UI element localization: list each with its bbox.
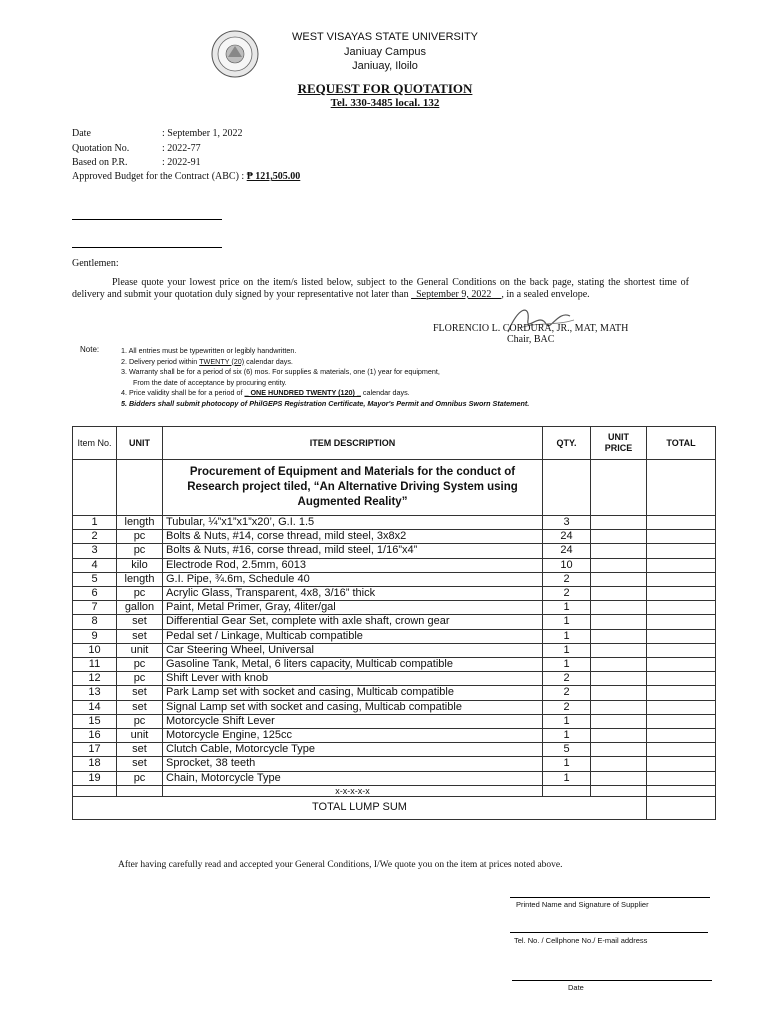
item-no-cell: 12: [73, 672, 117, 686]
university-name: WEST VISAYAS STATE UNIVERSITY: [291, 31, 479, 43]
table-row: [73, 729, 716, 743]
table-row: [73, 771, 716, 785]
item-no-cell: 13: [73, 686, 117, 700]
unit-cell: length: [117, 516, 163, 530]
supplier-date-line[interactable]: [512, 980, 712, 981]
description-cell: Signal Lamp set with socket and casing, Multicab compatible: [163, 700, 543, 714]
item-no-cell: 18: [73, 757, 117, 771]
quotation-no-label: Quotation No.: [72, 143, 130, 154]
total-cell[interactable]: [647, 558, 716, 572]
note-3: 3. Warranty shall be for a period of six (6) mos. For supplies & materials, one (1) year for equipment,: [121, 367, 440, 376]
pr-row: [72, 157, 201, 168]
description-cell: Electrode Rod, 2.5mm, 6013: [163, 558, 543, 572]
table-row: [73, 629, 716, 643]
total-cell[interactable]: [647, 700, 716, 714]
qty-cell: 24: [543, 530, 591, 544]
unit-price-cell[interactable]: [591, 658, 647, 672]
unit-price-cell[interactable]: [591, 516, 647, 530]
item-no-cell: 7: [73, 601, 117, 615]
table-row: [73, 572, 716, 586]
total-cell[interactable]: [647, 530, 716, 544]
unit-cell: pc: [117, 771, 163, 785]
request-text: Please quote your lowest price on the item/s listed below, subject to the General Conditions on the back page, stating the shortest time of delivery and submit your quotation duly signed by your representative not later than: [72, 277, 689, 300]
unit-cell: set: [117, 743, 163, 757]
description-cell: Bolts & Nuts, #16, corse thread, mild steel, 1/16”x4”: [163, 544, 543, 558]
unit-cell: pc: [117, 544, 163, 558]
item-no-cell: 11: [73, 658, 117, 672]
abc-label: Approved Budget for the Contract (ABC) :: [72, 171, 245, 182]
unit-cell: unit: [117, 729, 163, 743]
submission-deadline: _September 9, 2022__: [411, 289, 502, 300]
item-no-cell: 14: [73, 700, 117, 714]
qty-cell: 24: [543, 544, 591, 558]
description-cell: Chain, Motorcycle Type: [163, 771, 543, 785]
campus-name: Janiuay Campus: [344, 46, 426, 58]
unit-cell: unit: [117, 643, 163, 657]
total-cell[interactable]: [647, 643, 716, 657]
table-row: [73, 558, 716, 572]
unit-cell: pc: [117, 714, 163, 728]
date-row: [72, 128, 243, 139]
note-1: 1. All entries must be typewritten or legibly handwritten.: [121, 346, 297, 355]
table-row: [73, 743, 716, 757]
signatory-position: Chair, BAC: [507, 334, 555, 345]
unit-cell: pc: [117, 672, 163, 686]
unit-price-cell[interactable]: [591, 672, 647, 686]
unit-price-cell[interactable]: [591, 714, 647, 728]
unit-cell: length: [117, 572, 163, 586]
unit-price-cell[interactable]: [591, 757, 647, 771]
table-row: [73, 587, 716, 601]
addressee-line-1[interactable]: [72, 219, 222, 220]
telephone-number: Tel. 330-3485 local. 132: [330, 97, 440, 109]
acceptance-statement: After having carefully read and accepted your General Conditions, I/We quote you on the item at prices noted above.: [118, 860, 563, 870]
unit-price-cell[interactable]: [591, 544, 647, 558]
item-no-cell: 19: [73, 771, 117, 785]
total-cell[interactable]: [647, 714, 716, 728]
unit-cell: set: [117, 686, 163, 700]
unit-price-cell[interactable]: [591, 700, 647, 714]
qty-cell: 1: [543, 658, 591, 672]
table-row: [73, 544, 716, 558]
qty-cell: 1: [543, 729, 591, 743]
supplier-contact-line[interactable]: [510, 932, 708, 933]
signatory-name: FLORENCIO L. CORDURA, JR., MAT, MATH: [433, 323, 629, 334]
unit-price-cell[interactable]: [591, 601, 647, 615]
description-cell: Acrylic Glass, Transparent, 4x8, 3/16” thick: [163, 587, 543, 601]
end-marker-row: [73, 785, 716, 796]
total-cell[interactable]: [647, 572, 716, 586]
abc-row: [72, 171, 300, 182]
header-qty: QTY.: [543, 427, 591, 460]
description-cell: Differential Gear Set, complete with axle shaft, crown gear: [163, 615, 543, 629]
header-item-no: Item No.: [73, 427, 117, 460]
table-row: [73, 601, 716, 615]
table-row: [73, 530, 716, 544]
note-2: 2. Delivery period within TWENTY (20) calendar days.: [121, 356, 293, 366]
unit-price-cell[interactable]: [591, 729, 647, 743]
qty-cell: 1: [543, 643, 591, 657]
unit-cell: set: [117, 757, 163, 771]
quotation-no-row: [72, 143, 201, 154]
supplier-signature-label: Printed Name and Signature of Supplier: [516, 900, 649, 909]
note-3-cont: From the date of acceptance by procuring entity.: [133, 377, 287, 387]
total-cell[interactable]: [647, 615, 716, 629]
description-cell: Bolts & Nuts, #14, corse thread, mild steel, 3x8x2: [163, 530, 543, 544]
qty-cell: 2: [543, 686, 591, 700]
total-cell[interactable]: [647, 544, 716, 558]
date-value: : September 1, 2022: [162, 128, 243, 139]
unit-price-cell[interactable]: [591, 771, 647, 785]
table-row: [73, 757, 716, 771]
item-no-cell: 5: [73, 572, 117, 586]
qty-cell: 2: [543, 587, 591, 601]
qty-cell: 2: [543, 572, 591, 586]
item-no-cell: 10: [73, 643, 117, 657]
item-no-cell: 15: [73, 714, 117, 728]
qty-cell: 1: [543, 615, 591, 629]
pr-label: Based on P.R.: [72, 157, 128, 168]
table-row: [73, 686, 716, 700]
description-cell: Park Lamp set with socket and casing, Multicab compatible: [163, 686, 543, 700]
description-cell: Pedal set / Linkage, Multicab compatible: [163, 629, 543, 643]
item-no-cell: 4: [73, 558, 117, 572]
table-row: [73, 700, 716, 714]
unit-cell: pc: [117, 530, 163, 544]
unit-cell: set: [117, 629, 163, 643]
end-marker: x-x-x-x-x: [163, 785, 543, 796]
unit-price-cell[interactable]: [591, 530, 647, 544]
qty-cell: 3: [543, 516, 591, 530]
unit-price-cell[interactable]: [591, 587, 647, 601]
description-cell: Motorcycle Shift Lever: [163, 714, 543, 728]
total-cell[interactable]: [647, 629, 716, 643]
request-text-end: , in a sealed envelope.: [501, 289, 590, 300]
unit-price-cell[interactable]: [591, 686, 647, 700]
unit-price-cell[interactable]: [591, 615, 647, 629]
project-title-row: [73, 460, 716, 516]
supplier-date-label: Date: [568, 983, 584, 992]
date-label: Date: [72, 128, 91, 139]
unit-price-cell[interactable]: [591, 572, 647, 586]
campus-location: Janiuay, Iloilo: [352, 60, 418, 72]
total-cell[interactable]: [647, 587, 716, 601]
unit-cell: set: [117, 615, 163, 629]
unit-cell: kilo: [117, 558, 163, 572]
total-cell[interactable]: [647, 516, 716, 530]
description-cell: Shift Lever with knob: [163, 672, 543, 686]
qty-cell: 2: [543, 700, 591, 714]
unit-cell: gallon: [117, 601, 163, 615]
qty-cell: 5: [543, 743, 591, 757]
total-cell[interactable]: [647, 771, 716, 785]
item-no-cell: 6: [73, 587, 117, 601]
item-no-cell: 3: [73, 544, 117, 558]
table-row: [73, 658, 716, 672]
qty-cell: 2: [543, 672, 591, 686]
addressee-line-2[interactable]: [72, 247, 222, 248]
description-cell: Gasoline Tank, Metal, 6 liters capacity, Multicab compatible: [163, 658, 543, 672]
unit-price-cell[interactable]: [591, 558, 647, 572]
supplier-contact-label: Tel. No. / Cellphone No./ E-mail address: [514, 936, 648, 945]
pr-value: : 2022-91: [162, 157, 201, 168]
table-row: [73, 643, 716, 657]
description-cell: Car Steering Wheel, Universal: [163, 643, 543, 657]
description-cell: G.I. Pipe, ¾.6m, Schedule 40: [163, 572, 543, 586]
notes-label: Note:: [80, 345, 100, 354]
total-row: [73, 796, 716, 819]
item-no-cell: 8: [73, 615, 117, 629]
table-row: [73, 615, 716, 629]
note-5: 5. Bidders shall submit photocopy of PhilGEPS Registration Certificate, Mayor's Permit and Omnibus Sworn Statement.: [121, 398, 530, 408]
unit-price-cell[interactable]: [591, 743, 647, 757]
unit-cell: pc: [117, 658, 163, 672]
quotation-no-value: : 2022-77: [162, 143, 201, 154]
header-total: TOTAL: [647, 427, 716, 460]
table-row: [73, 516, 716, 530]
table-header-row: [73, 427, 716, 460]
description-cell: Paint, Metal Primer, Gray, 4liter/gal: [163, 601, 543, 615]
total-cell[interactable]: [647, 686, 716, 700]
total-cell[interactable]: [647, 601, 716, 615]
note-4: 4. Price validity shall be for a period of _ ONE HUNDRED TWENTY (120) _ calendar days.: [121, 388, 410, 397]
qty-cell: 1: [543, 771, 591, 785]
total-cell[interactable]: [647, 729, 716, 743]
description-cell: Motorcycle Engine, 125cc: [163, 729, 543, 743]
request-paragraph: [72, 277, 689, 301]
item-no-cell: 2: [73, 530, 117, 544]
unit-cell: set: [117, 700, 163, 714]
document-title: REQUEST FOR QUOTATION: [297, 81, 473, 96]
header-description: ITEM DESCRIPTION: [163, 427, 543, 460]
total-cell[interactable]: [647, 757, 716, 771]
abc-value: ₱ 121,505.00: [246, 171, 301, 182]
qty-cell: 1: [543, 714, 591, 728]
description-cell: Clutch Cable, Motorcycle Type: [163, 743, 543, 757]
unit-price-cell[interactable]: [591, 629, 647, 643]
table-row: [73, 672, 716, 686]
header-unit: UNIT: [117, 427, 163, 460]
qty-cell: 10: [543, 558, 591, 572]
item-no-cell: 16: [73, 729, 117, 743]
total-lump-sum-value[interactable]: [647, 796, 716, 819]
total-cell[interactable]: [647, 658, 716, 672]
supplier-signature-line[interactable]: [510, 897, 710, 898]
unit-cell: pc: [117, 587, 163, 601]
salutation: Gentlemen:: [72, 258, 119, 269]
description-cell: Tubular, ¼”x1”x1”x20’, G.I. 1.5: [163, 516, 543, 530]
total-cell[interactable]: [647, 672, 716, 686]
qty-cell: 1: [543, 601, 591, 615]
notes-list: [121, 346, 601, 409]
unit-price-cell[interactable]: [591, 643, 647, 657]
table-row: [73, 714, 716, 728]
total-cell[interactable]: [647, 743, 716, 757]
item-no-cell: 17: [73, 743, 117, 757]
item-no-cell: 1: [73, 516, 117, 530]
items-table: [72, 426, 716, 820]
qty-cell: 1: [543, 757, 591, 771]
header-unit-price: UNIT PRICE: [591, 427, 647, 460]
qty-cell: 1: [543, 629, 591, 643]
description-cell: Sprocket, 38 teeth: [163, 757, 543, 771]
project-title: Procurement of Equipment and Materials for the conduct of Research project tiled, “An Alternative Driving System using Augmented Reality”: [163, 460, 543, 516]
total-lump-sum-label: TOTAL LUMP SUM: [73, 796, 647, 819]
item-no-cell: 9: [73, 629, 117, 643]
